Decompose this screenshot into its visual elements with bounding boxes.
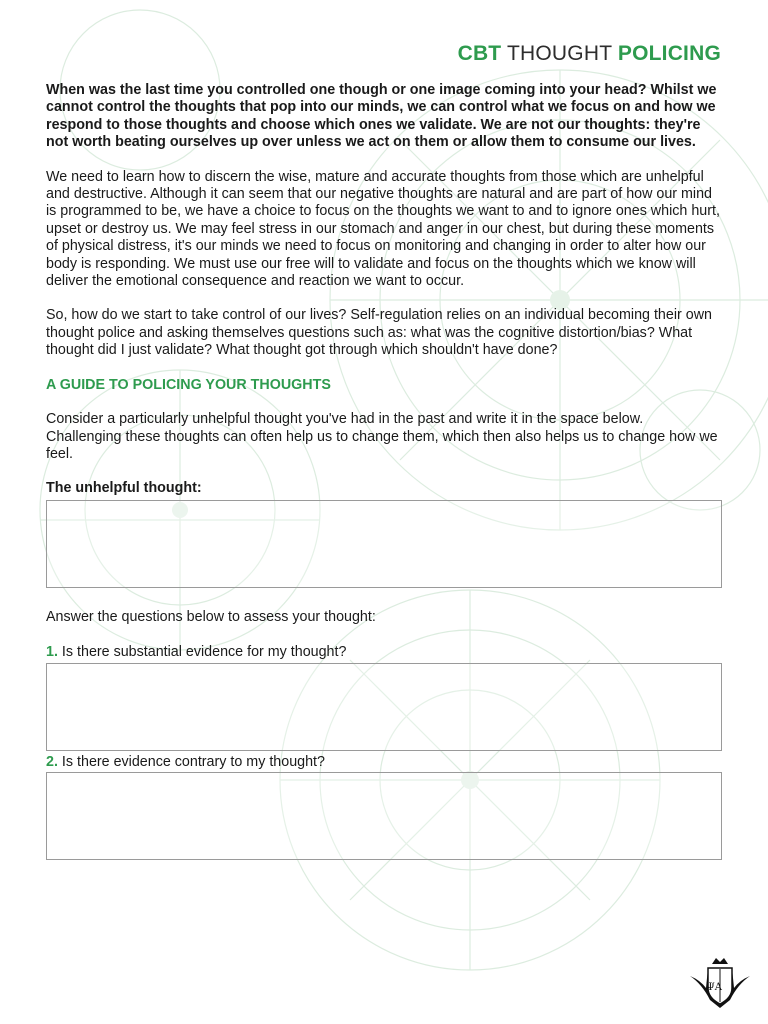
answer-box-1[interactable] xyxy=(46,663,722,751)
question-1-text: Is there substantial evidence for my thought? xyxy=(61,644,347,661)
crest-logo-icon xyxy=(688,954,752,1010)
unhelpful-thought-box[interactable] xyxy=(46,500,722,588)
worksheet-content xyxy=(46,82,722,860)
body-paragraph-2: So, how do we start to take control of our lives? Self-regulation relies on an individual becoming their own thought police and asking themselves questions such as: what was the cognitive distortion/bias? What thought did I just validate? What thought got through which shouldn't have done? xyxy=(46,307,712,359)
logo-psi: ΨA xyxy=(706,982,722,993)
question-1-number: 1. xyxy=(46,644,58,661)
question-2-number: 2. xyxy=(46,753,58,770)
unhelpful-thought-label: The unhelpful thought: xyxy=(46,480,202,497)
assess-instructions: Answer the questions below to assess your thought: xyxy=(46,608,376,625)
body-paragraph-1: We need to learn how to discern the wise, mature and accurate thoughts from those which are unhelpful and destructive. Although it can seem that our negative thoughts are natural and are part of how our mind is programmed to be, we have a choice to focus on the thoughts we want to and to ignore ones which hurt, upset or destroy us. We may feel stress in our stomach and anger in our chest, but during these moments of physical distress, it's our minds we need to focus on monitoring and changing in order to alter how our body is responding. We must use our free will to validate and focus on the thoughts which we know will deliver the emotional consequence and reaction we want to occur. xyxy=(46,168,720,290)
guide-heading: A GUIDE TO POLICING YOUR THOUGHTS xyxy=(46,376,331,393)
page-title xyxy=(458,42,721,66)
guide-text: Consider a particularly unhelpful thought you've had in the past and write it in the space below. Challenging these thoughts can often help us to change them, which then also helps us to change how we feel. xyxy=(46,411,718,462)
title-thought: THOUGHT xyxy=(507,42,612,65)
answer-box-2[interactable] xyxy=(46,772,722,860)
title-policing: POLICING xyxy=(617,42,721,65)
question-2 xyxy=(46,754,722,771)
question-1 xyxy=(46,644,722,661)
title-cbt: CBT xyxy=(457,42,502,65)
intro-paragraph: When was the last time you controlled one though or one image coming into your head? Whilst we cannot control the thoughts that pop into our minds, we can control what we focus on and how we respond to those thoughts and choose which ones we validate. We are not our thoughts: they're not worth beating ourselves up over unless we act on them or allow them to consume our lives. xyxy=(46,82,717,151)
question-2-text: Is there evidence contrary to my thought? xyxy=(61,753,325,770)
